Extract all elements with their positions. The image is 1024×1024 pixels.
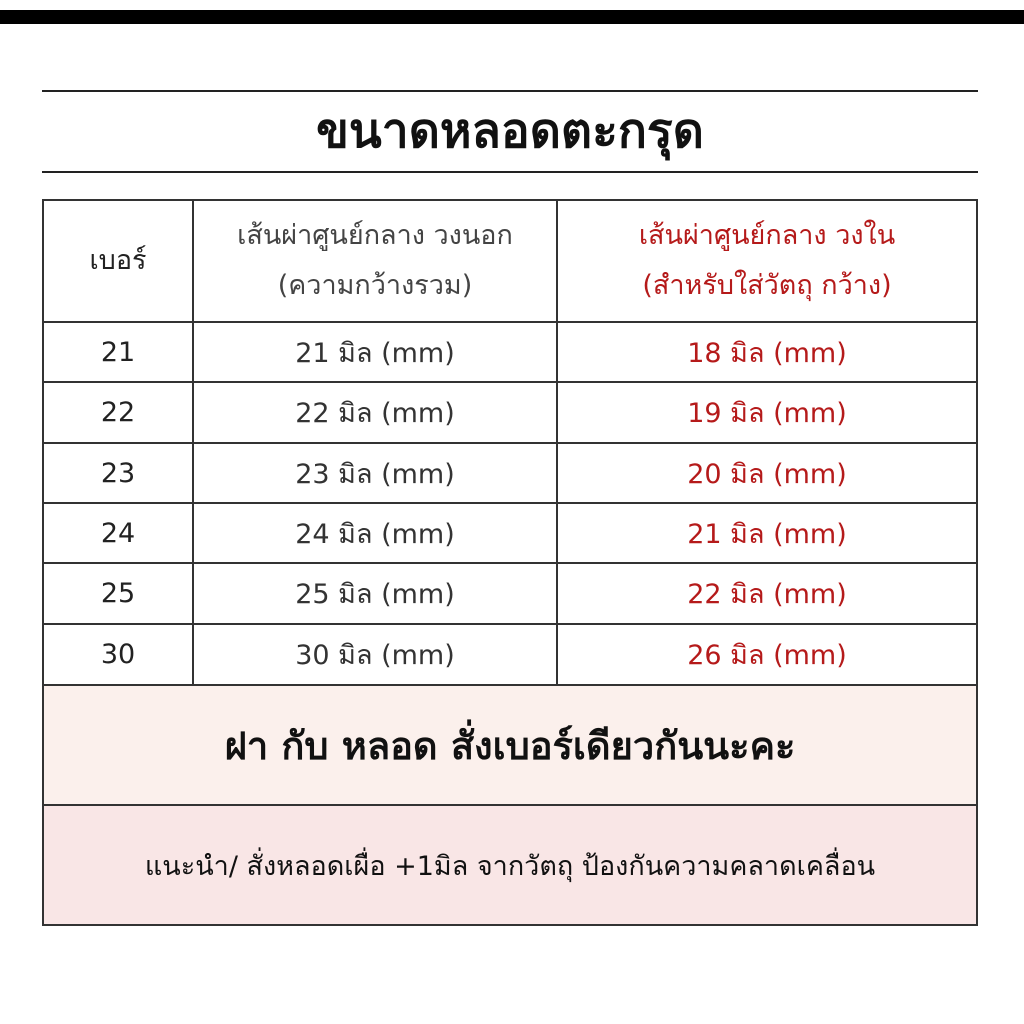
row-number: 22: [44, 383, 194, 442]
row-inner-diameter: 18 มิล (mm): [687, 337, 847, 369]
row-inner-diameter: 22 มิล (mm): [687, 579, 847, 610]
header-inner-line1: เส้นผ่าศูนย์กลาง วงใน: [638, 220, 896, 251]
row-inner-diameter: 20 มิล (mm): [687, 458, 847, 490]
table-row: [44, 564, 976, 625]
size-table: [42, 199, 978, 926]
header-outer-line2: (ความกว้างรวม): [277, 270, 473, 301]
table-header-row: [44, 201, 976, 323]
header-number: เบอร์: [44, 201, 194, 321]
row-outer-diameter: 22 มิล (mm): [194, 383, 558, 442]
header-outer-diameter: [194, 201, 558, 321]
title-top-rule: [42, 90, 978, 92]
row-number: 25: [44, 564, 194, 623]
row-outer-diameter: 30 มิล (mm): [194, 625, 558, 684]
row-outer-diameter: 25 มิล (mm): [194, 564, 558, 623]
row-inner-diameter: 21 มิล (mm): [687, 518, 847, 550]
table-row: [44, 444, 976, 504]
title-bottom-rule: [42, 171, 978, 173]
row-outer-diameter: 24 มิล (mm): [194, 504, 558, 562]
header-inner-diameter: [558, 201, 976, 321]
row-number: 30: [44, 625, 194, 684]
top-black-bar: [0, 10, 1024, 24]
page-title: ขนาดหลอดตะกรุด: [316, 103, 704, 159]
row-outer-diameter: 21 มิล (mm): [194, 323, 558, 381]
row-number: 24: [44, 504, 194, 562]
note-same-size: ฝา กับ หลอด สั่งเบอร์เดียวกันนะคะ: [44, 686, 976, 806]
table-row: [44, 625, 976, 686]
row-outer-diameter: 23 มิล (mm): [194, 444, 558, 502]
row-number: 21: [44, 323, 194, 381]
note-recommendation: แนะนำ/ สั่งหลอดเผื่อ +1มิล จากวัตถุ ป้องกันความคลาดเคลื่อน: [44, 806, 976, 924]
header-outer-line1: เส้นผ่าศูนย์กลาง วงนอก: [237, 220, 513, 251]
header-inner-line2: (สำหรับใส่วัตถุ กว้าง): [642, 270, 892, 301]
row-number: 23: [44, 444, 194, 502]
table-row: [44, 504, 976, 564]
row-inner-diameter: 26 มิล (mm): [687, 640, 847, 671]
table-row: [44, 323, 976, 383]
row-inner-diameter: 19 มิล (mm): [687, 398, 847, 429]
table-row: [44, 383, 976, 444]
